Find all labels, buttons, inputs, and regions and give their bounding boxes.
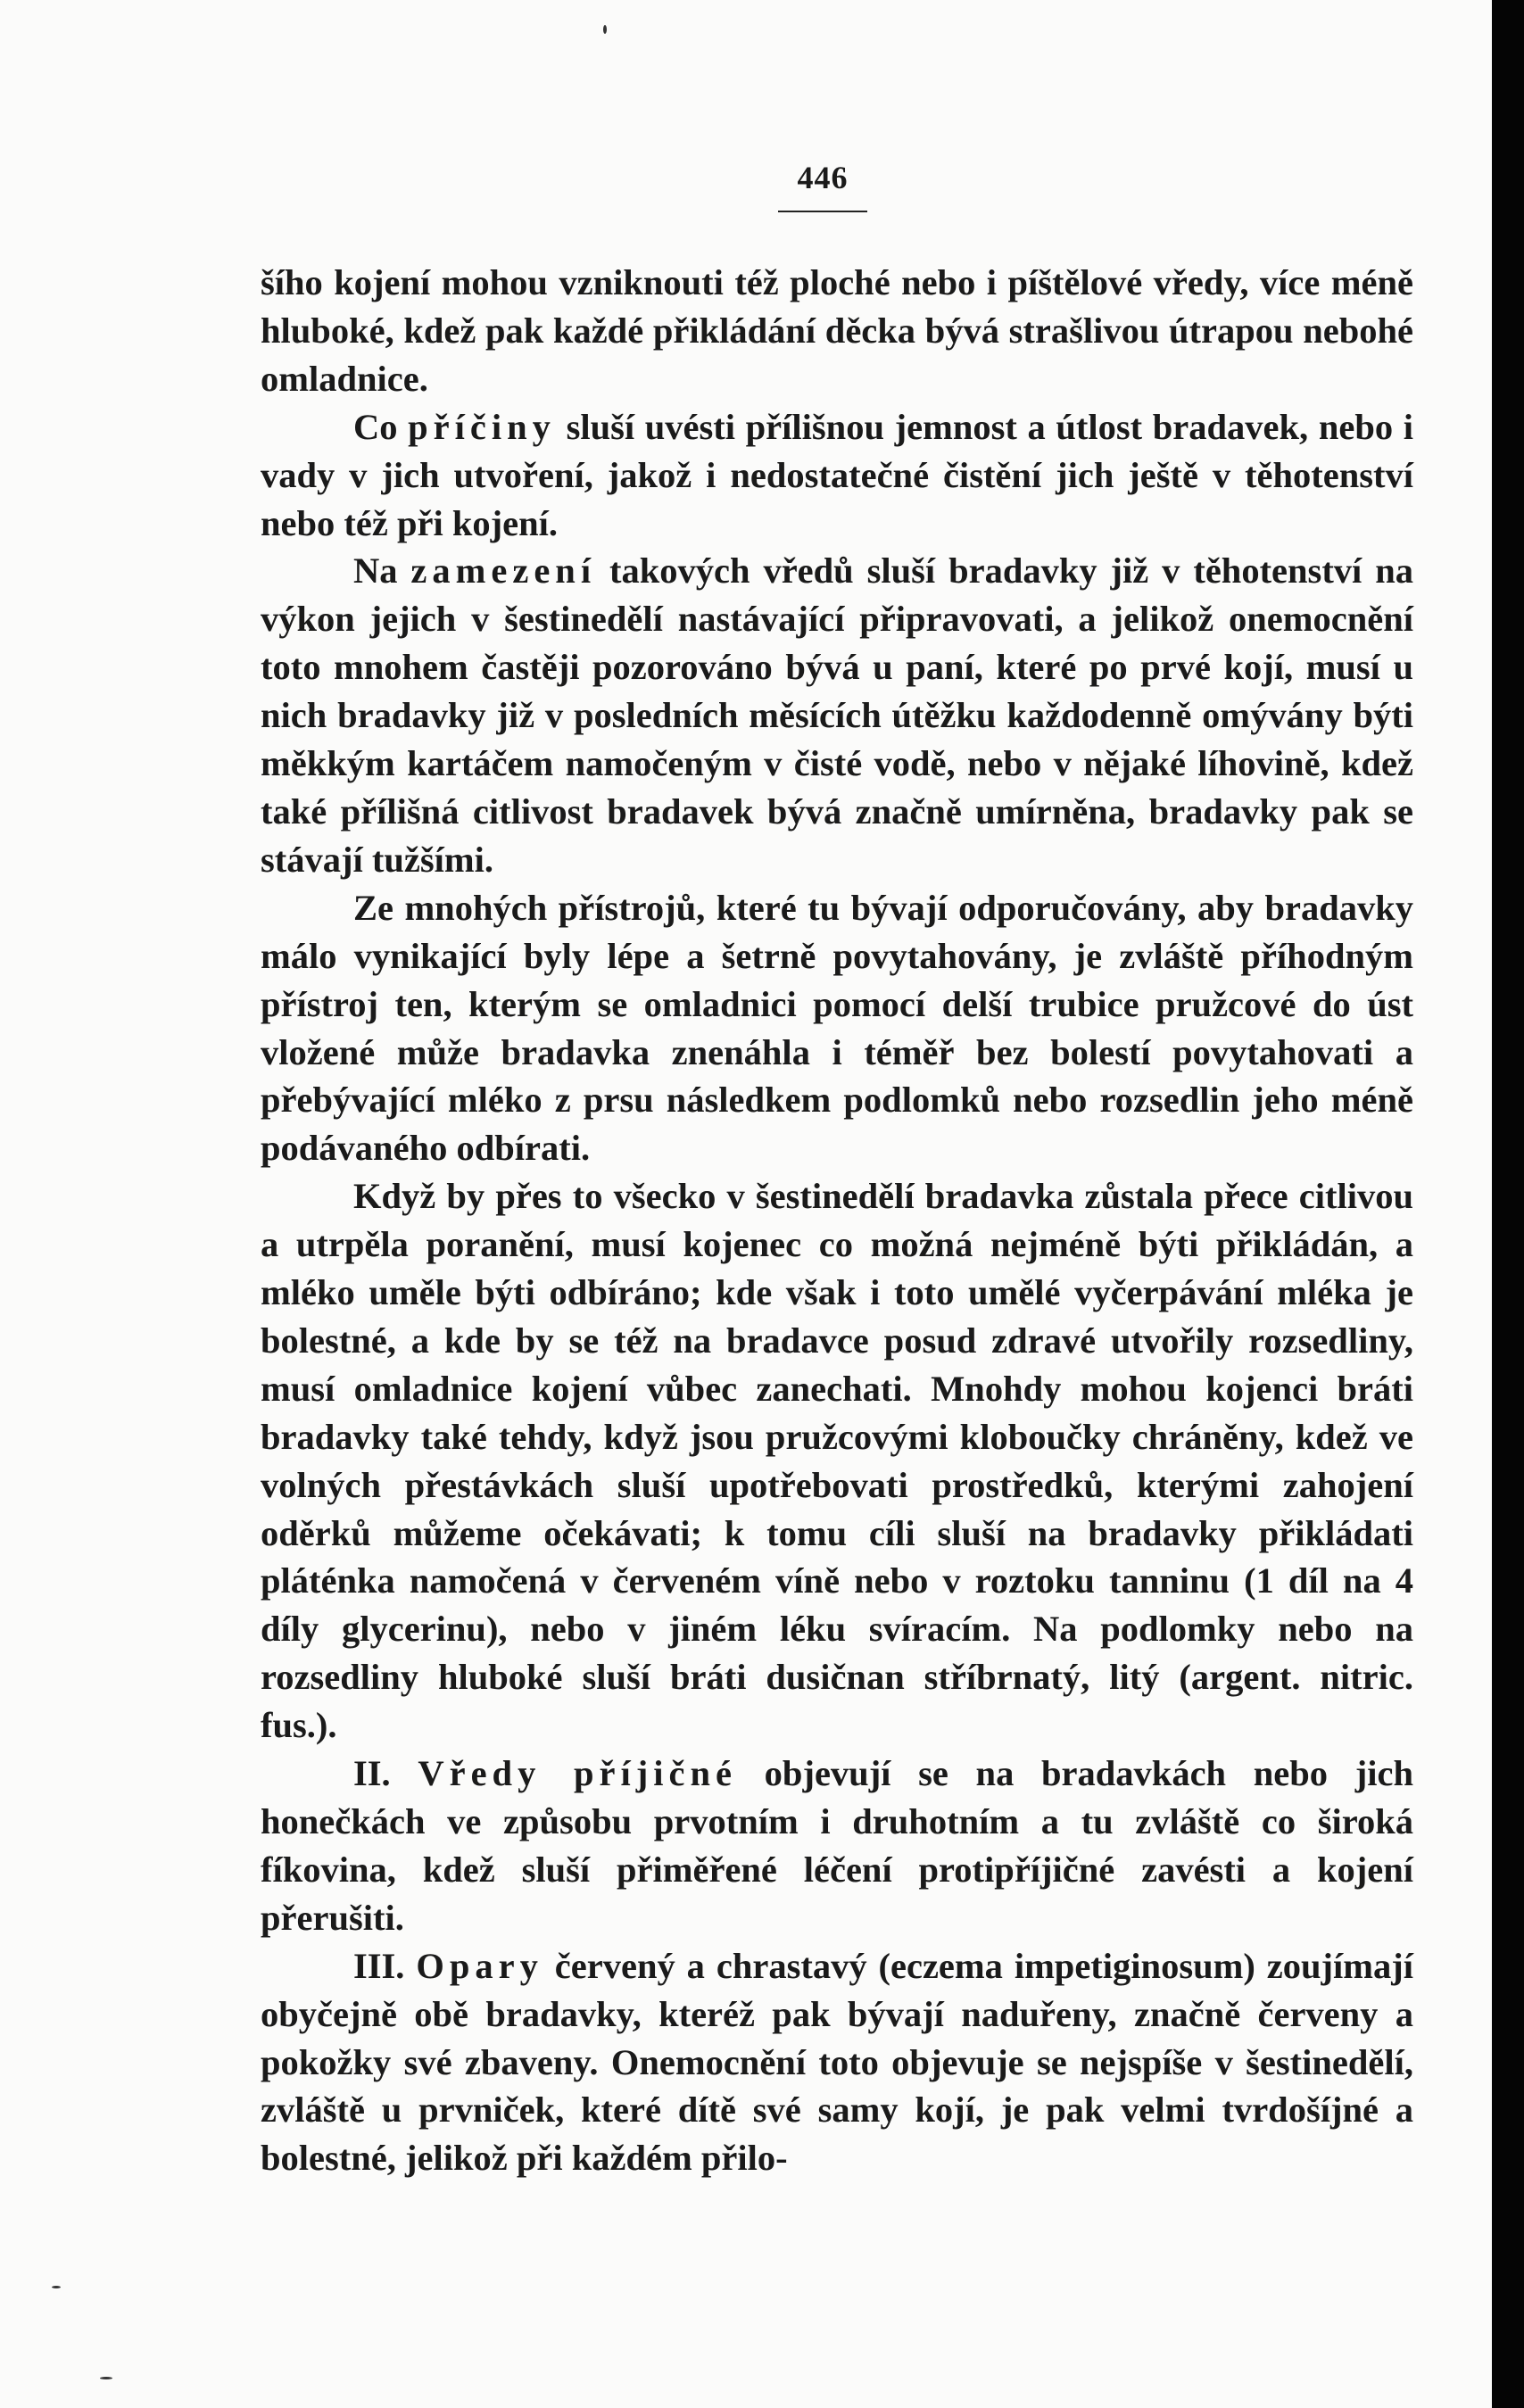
- paragraph-text: Když by přes to všecko v šestinedělí bradavka zůstala přece citlivou a utrpěla poranění, musí kojenec co možná nejméně býti přikládán, a mléko uměle býti odbíráno; kde však i toto umělé vyčerpávání mléka je bolestné, a kde by se též na bradavce posud zdravé utvořily rozsedliny, musí omladnice kojení vůbec zanechati. Mnohdy mohou kojenci bráti bradavky také tehdy, když jsou pružcovými kloboučky chráněny, kdež ve volných přestávkách sluší upotřebovati prostředků, kterými zahojení oděrků můžeme očekávati; k tomu cíli sluší na bradavky přikládati pláténka namočená v červeném víně nebo v roztoku tanninu (1 díl na 4 díly glycerinu), nebo v jiném léku svíracím. Na podlomky nebo na rozsedliny hluboké sluší bráti dusičnan stříbrnatý, litý (argent. nitric. fus.).: [261, 1176, 1413, 1746]
- body-text: [261, 259, 1413, 2182]
- spaced-term: příčiny: [408, 406, 556, 447]
- page-number-underline: [778, 211, 867, 212]
- paragraph-lead: Co: [353, 406, 409, 447]
- paragraph-syphilitic-ulcers: [261, 1750, 1413, 1942]
- scan-speck: [100, 2377, 112, 2379]
- scan-speck: [52, 2286, 61, 2288]
- spaced-term: zamezení: [410, 550, 597, 592]
- spaced-term: Vředy příjičné: [418, 1753, 737, 1794]
- paragraph-text: Ze mnohých přístrojů, které tu bývají odporučovány, aby bradavky málo vynikající byly lépe a šetrně povytahovány, je zvláště příhodným přístroj ten, kterým se omladnici pomocí delší trubice pružcové do úst vložené může bradavka znenáhla i téměř bez bolestí povytahovati a přebývající mléko z prsu následkem podlomků nebo rozsedlin jeho méně podávaného odbírati.: [261, 887, 1413, 1169]
- scan-speck: [603, 25, 607, 34]
- paragraph-text: takových vředů sluší bradavky již v těhotenství na výkon jejich v šestinedělí nastávající připravovati, a jelikož onemocnění toto mnohem častěji pozorováno bývá u paní, které po prvé kojí, musí u nich bradavky již v posledních měsících útěžku každodenně omývány býti měkkým kartáčem namočeným v čisté vodě, nebo v nějaké líhovině, kdež také přílišná citlivost bradavek bývá značně umírněna, bradavky pak se stávají tužšími.: [261, 550, 1413, 880]
- paragraph-text: červený a chrastavý (eczema impetiginosum) zoujímají obyčejně obě bradavky, kteréž pak bývají naduřeny, značně červeny a pokožky své zbaveny. Onemocnění toto objevuje se nejspíše v šestinedělí, zvláště u prvniček, které dítě své samy kojí, je pak velmi tvrdošíjné a bolestné, jelikož při každém přilo-: [261, 1945, 1413, 2179]
- paragraph-lead: Na: [353, 550, 411, 592]
- paragraph-prevention: [261, 547, 1413, 883]
- page-number: 446: [797, 160, 849, 195]
- spaced-term: Opary: [416, 1945, 543, 1986]
- scan-border: [1492, 0, 1524, 2408]
- paragraph-treatment: [261, 1172, 1413, 1750]
- paragraph-lead: II.: [353, 1753, 418, 1794]
- paragraph-continuation: [261, 259, 1413, 403]
- paragraph-instruments: [261, 884, 1413, 1172]
- paragraph-text: šího kojení mohou vzniknouti též ploché nebo i píštělové vředy, více méně hluboké, kdež pak každé přikládání děcka bývá strašlivou útrapou nebohé omladnice.: [261, 262, 1413, 399]
- paragraph-eczema: [261, 1942, 1413, 2183]
- paragraph-lead: III.: [353, 1945, 417, 1986]
- paragraph-causes: [261, 403, 1413, 548]
- paragraph-text: sluší uvésti přílišnou jemnost a útlost bradavek, nebo i vady v jich utvoření, jakož i nedostatečné čistění jich ještě v těhotenství nebo též při kojení.: [261, 406, 1414, 543]
- paragraph-text: objevují se na bradavkách nebo jich honečkách ve způsobu prvotním i druhotním a tu zvláště co široká fíkovina, kdež sluší přiměřené léčení protipříjičné zavésti a kojení přerušiti.: [261, 1753, 1413, 1938]
